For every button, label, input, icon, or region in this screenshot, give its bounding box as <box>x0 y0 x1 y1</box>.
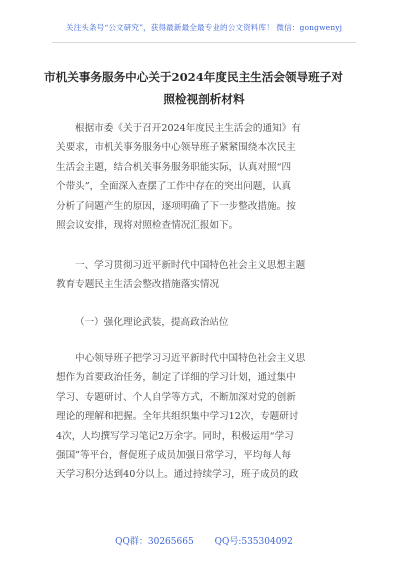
header-divider <box>52 42 356 43</box>
text-line: 分析了问题产生的原因，逐项明确了下一步整改措施。按 <box>56 200 296 212</box>
text-line: 照会议安排，现将对照检查情况汇报如下。 <box>56 220 239 232</box>
body-paragraph <box>56 349 360 485</box>
subsection-heading-1 <box>56 313 360 332</box>
text-line: 想作为首要政治任务，制定了详细的学习计划，通过集中 <box>56 372 296 384</box>
intro-paragraph <box>56 119 360 235</box>
text-line: 一、学习贯彻习近平新时代中国特色社会主义思想主题 <box>75 260 306 271</box>
text-line: 中心领导班子把学习习近平新时代中国特色社会主义思 <box>75 353 306 364</box>
text-line: 个带头”，全面深入查摆了工作中存在的突出问题，认真 <box>56 181 292 193</box>
text-line: 强国”等平台，督促班子成员加强日常学习，平均每人每 <box>56 450 292 462</box>
document-title <box>44 66 364 110</box>
section-heading-1 <box>56 256 360 295</box>
qq-number: QQ号:535304092 <box>214 537 293 547</box>
text-line: 生活会主题，结合机关事务服务职能实际，认真对照“四 <box>56 161 292 173</box>
text-line: 学习、专题研讨、个人自学等方式，不断加深对党的创新 <box>56 391 296 403</box>
title-line: 照检视剖析材料 <box>163 92 245 106</box>
title-line: 市机关事务服务中心关于2024年度民主生活会领导班子对 <box>44 70 343 84</box>
text-line: （一）强化理论武装，提高政治站位 <box>75 317 229 328</box>
text-line: 天学习积分达到40分以上。通过持续学习，班子成员的政 <box>56 469 299 481</box>
text-line: 4次，人均撰写学习笔记2万余字。同时，积极运用“学习 <box>56 430 294 442</box>
header-banner: 关注头条号“公文研究”，获得最新最全最专业的公文资料库！ 微信：gongwenyj <box>65 23 343 32</box>
text-line: 教育专题民主生活会整改措施落实情况 <box>56 279 220 291</box>
text-line: 理论的理解和把握。全年共组织集中学习12次，专题研讨 <box>56 411 299 423</box>
footer-contact <box>0 534 408 547</box>
qq-group-number: QQ群：30265665 <box>115 537 194 547</box>
text-line: 关要求，市机关事务服务中心领导班子紧紧围绕本次民主 <box>56 142 296 154</box>
text-line: 根据市委《关于召开2024年度民主生活会的通知》有 <box>75 123 301 134</box>
